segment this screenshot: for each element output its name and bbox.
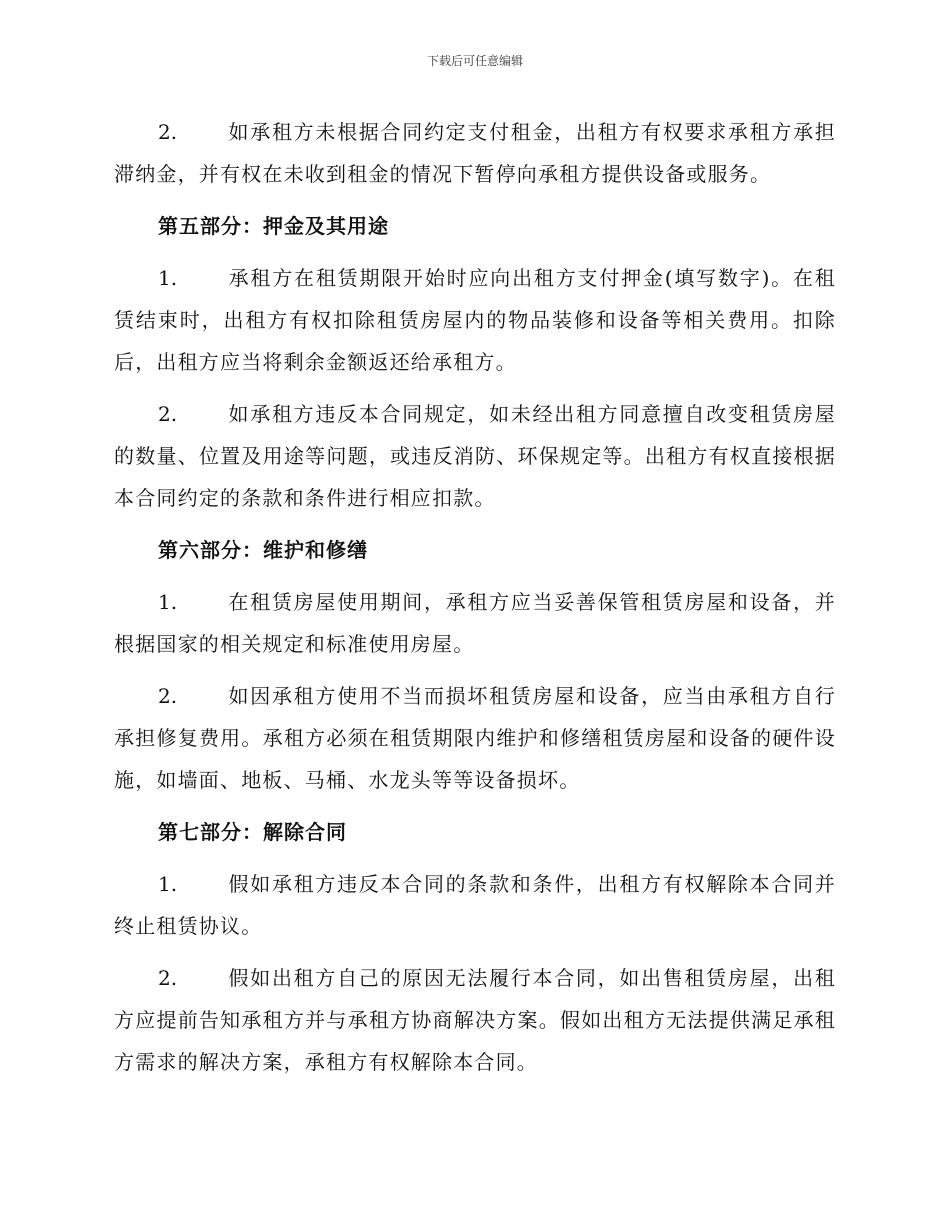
section-heading: 第五部分：押金及其用途: [158, 214, 389, 238]
clause-paragraph: [114, 675, 836, 801]
clause-text: 假如出租方自己的原因无法履行本合同，如出售租赁房屋，出租方应提前告知承租方并与承租方协商解决方案。假如出租方无法提供满足承租方需求的解决方案，承租方有权解除本合同。: [114, 966, 836, 1074]
clause-text: 如承租方违反本合同规定，如未经出租方同意擅自改变租赁房屋的数量、位置及用途等问题，或违反消防、环保规定等。出租方有权直接根据本合同约定的条款和条件进行相应扣款。: [114, 402, 836, 510]
clause-paragraph: [114, 863, 836, 947]
clause-text: 如承租方未根据合同约定支付租金，出租方有权要求承租方承担滞纳金，并有权在未收到租金的情况下暂停向承租方提供设备或服务。: [114, 120, 836, 186]
clause-text: 如因承租方使用不当而损坏租赁房屋和设备，应当由承租方自行承担修复费用。承租方必须在租赁期限内维护和修缮租赁房屋和设备的硬件设施，如墙面、地板、马桶、水龙头等等设备损坏。: [114, 684, 836, 792]
clause-text: 承租方在租赁期限开始时应向出租方支付押金(填写数字)。在租赁结束时，出租方有权扣除租赁房屋内的物品装修和设备等相关费用。扣除后，出租方应当将剩余金额返还给承租方。: [114, 266, 836, 374]
clause-number: 2.: [158, 120, 178, 144]
clause-number: 2.: [158, 684, 178, 708]
clause-number: 2.: [158, 966, 178, 990]
document-body: [114, 111, 836, 1093]
section-heading: 第六部分：维护和修缮: [158, 538, 368, 562]
section-heading: 第七部分：解除合同: [158, 820, 347, 844]
clause-number: 2.: [158, 402, 178, 426]
clause-paragraph: [114, 957, 836, 1083]
clause-number: 1.: [158, 266, 178, 290]
clause-text: 在租赁房屋使用期间，承租方应当妥善保管租赁房屋和设备，并根据国家的相关规定和标准使用房屋。: [114, 590, 836, 656]
page-header: 下载后可任意编辑: [426, 54, 523, 68]
clause-paragraph: [114, 393, 836, 519]
clause-paragraph: [114, 257, 836, 383]
clause-number: 1.: [158, 590, 178, 614]
clause-text: 假如承租方违反本合同的条款和条件，出租方有权解除本合同并终止租赁协议。: [114, 872, 836, 938]
clause-paragraph: [114, 111, 836, 195]
clause-number: 1.: [158, 872, 178, 896]
clause-paragraph: [114, 581, 836, 665]
